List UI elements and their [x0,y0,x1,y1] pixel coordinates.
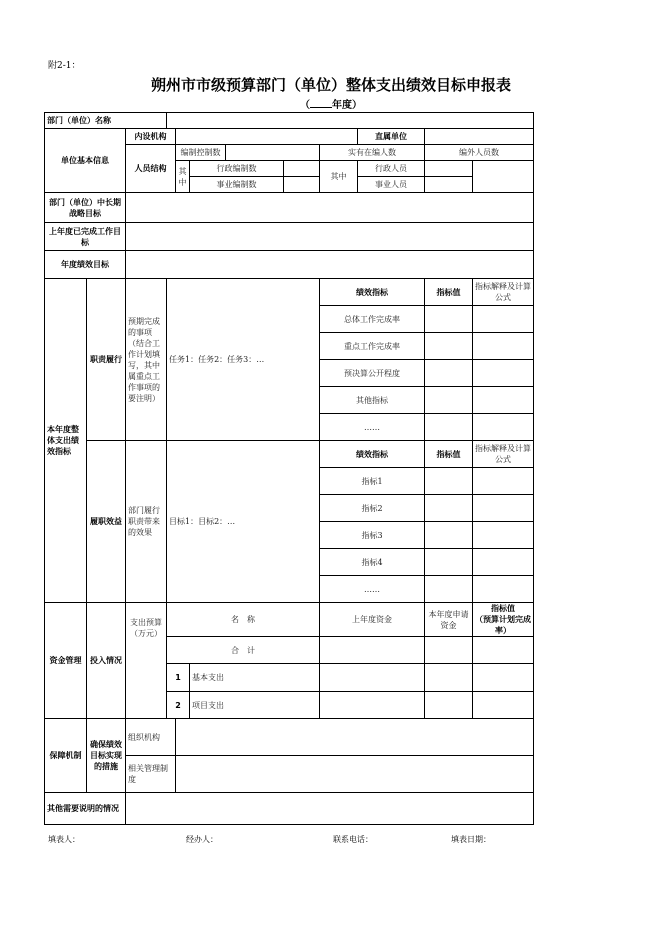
strategic-goal-label: 部门（单位）中长期战略目标 [45,193,126,223]
table-row [45,193,534,223]
benefit-item-value[interactable] [425,495,473,522]
internal-org-label: 内设机构 [126,129,176,145]
benefit-goals[interactable]: 目标1：目标2：… [167,441,320,603]
annual-goal-value[interactable] [126,251,534,279]
internal-org-value[interactable] [176,129,358,145]
fund-item-target[interactable] [473,692,534,719]
benefit-item-formula[interactable] [473,522,534,549]
table-row [45,251,534,279]
benefit-item: 指标4 [320,549,425,576]
basic-info-label: 单位基本信息 [45,129,126,193]
indicator-section-label: 本年度整体支出绩效指标 [45,279,87,603]
quota-count-label: 编制控制数 [176,145,226,161]
duty-item-formula[interactable] [473,387,534,414]
extra-count-label: 编外人员数 [425,145,534,161]
duty-item-value[interactable] [425,387,473,414]
duty-item: 总体工作完成率 [320,306,425,333]
fund-item-last[interactable] [320,664,425,692]
benefit-item-value[interactable] [425,468,473,495]
duty-item-formula[interactable] [473,414,534,441]
performance-form-table [44,112,534,825]
table-row [45,719,534,756]
last-year-value[interactable] [126,223,534,251]
duty-item-formula[interactable] [473,306,534,333]
budget-label: 支出预算（万元） [126,603,167,719]
dept-name-value[interactable] [167,113,534,129]
benefit-item-formula[interactable] [473,468,534,495]
fund-item-no: 2 [167,692,190,719]
fund-total-target[interactable] [473,637,534,664]
strategic-goal-value[interactable] [126,193,534,223]
admin-staff-value[interactable] [425,161,473,177]
duty-label: 职责履行 [87,279,126,441]
fund-total-label: 合 计 [167,637,320,664]
dept-name-label: 部门（单位）名称 [45,113,167,129]
affiliated-unit-value[interactable] [425,129,534,145]
benefit-item-value[interactable] [425,522,473,549]
admin-quota-value[interactable] [284,161,320,177]
benefit-item: 指标1 [320,468,425,495]
table-row [45,129,534,145]
duty-item: …… [320,414,425,441]
year-blank[interactable] [310,98,332,108]
annual-goal-label: 年度绩效目标 [45,251,126,279]
admin-staff-label: 行政人员 [358,161,425,177]
footer-date: 填表日期： [451,835,491,844]
duty-item-formula[interactable] [473,360,534,387]
fund-item-name: 基本支出 [190,664,320,692]
form-title: 朔州市市级预算部门（单位）整体支出绩效目标申报表 [150,76,511,94]
year-suffix: 年度） [332,100,362,111]
career-quota-label: 事业编制数 [190,177,284,193]
quota-among-label: 其中 [176,161,190,193]
benefit-item: 指标2 [320,495,425,522]
fund-item-no: 1 [167,664,190,692]
fund-item-target[interactable] [473,664,534,692]
benefit-label: 履职效益 [87,441,126,603]
fund-col-target [473,603,534,637]
benefit-item-formula[interactable] [473,549,534,576]
extra-count-value[interactable] [473,161,534,193]
table-row [45,279,534,306]
guarantee-sub-label: 确保绩效目标实现的措施 [87,719,126,793]
footer-handler: 经办人： [186,835,218,844]
guarantee-org-value[interactable] [176,719,534,756]
benefit-desc: 部门履行职责带来的效果 [126,441,167,603]
career-staff-value[interactable] [425,177,473,193]
fund-item-last[interactable] [320,692,425,719]
staff-structure-label: 人员结构 [126,145,176,193]
appendix-label: 附2-1： [48,61,81,71]
duty-col-value: 指标值 [425,279,473,306]
benefit-item-formula[interactable] [473,576,534,603]
fund-col-name: 名 称 [167,603,320,637]
table-row [45,441,534,468]
last-year-label: 上年度已完成工作目标 [45,223,126,251]
guarantee-section-label: 保障机制 [45,719,87,793]
benefit-col-value: 指标值 [425,441,473,468]
duty-item-value[interactable] [425,333,473,360]
duty-desc: 预期完成的事项（结合工作计划填写，其中属重点工作事项的要注明） [126,279,167,441]
duty-item: 预决算公开程度 [320,360,425,387]
funds-section-label: 资金管理 [45,603,87,719]
table-row [45,223,534,251]
other-value[interactable] [126,793,534,825]
duty-item-value[interactable] [425,306,473,333]
benefit-item: …… [320,576,425,603]
guarantee-rules-label: 相关管理制度 [126,756,176,793]
year-line [0,96,662,111]
quota-count-value[interactable] [226,145,320,161]
duty-item-value[interactable] [425,360,473,387]
benefit-col-indicator: 绩效指标 [320,441,425,468]
table-row [45,793,534,825]
duty-tasks[interactable]: 任务1：任务2：任务3：… [167,279,320,441]
benefit-item: 指标3 [320,522,425,549]
duty-item-formula[interactable] [473,333,534,360]
duty-col-formula: 指标解释及计算公式 [473,279,534,306]
input-label: 投入情况 [87,603,126,719]
duty-item: 重点工作完成率 [320,333,425,360]
fund-col-last-year: 上年度资金 [320,603,425,637]
benefit-col-formula: 指标解释及计算公式 [473,441,534,468]
fund-item-this[interactable] [425,664,473,692]
fund-col-target-note: （预算计划完成率） [475,615,531,635]
fund-item-this[interactable] [425,692,473,719]
career-staff-label: 事业人员 [358,177,425,193]
fund-col-target-title: 指标值 [491,604,515,613]
fund-total-last[interactable] [320,637,425,664]
benefit-item-value[interactable] [425,549,473,576]
table-row [45,603,534,637]
guarantee-org-label: 组织机构 [126,719,176,756]
actual-among-label: 其中 [320,161,358,193]
career-quota-value[interactable] [284,177,320,193]
table-row [45,113,534,129]
fund-col-this-year: 本年度申请资金 [425,603,473,637]
guarantee-rules-value[interactable] [176,756,534,793]
fund-item-name: 项目支出 [190,692,320,719]
fund-total-this[interactable] [425,637,473,664]
benefit-item-value[interactable] [425,576,473,603]
footer-filler: 填表人： [48,835,80,844]
duty-item-value[interactable] [425,414,473,441]
other-label: 其他需要说明的情况 [45,793,126,825]
year-prefix: （ [300,100,310,111]
affiliated-unit-label: 直属单位 [358,129,425,145]
duty-item: 其他指标 [320,387,425,414]
footer-phone: 联系电话： [333,835,373,844]
duty-col-indicator: 绩效指标 [320,279,425,306]
benefit-item-formula[interactable] [473,495,534,522]
admin-quota-label: 行政编制数 [190,161,284,177]
actual-count-label: 实有在编人数 [320,145,425,161]
